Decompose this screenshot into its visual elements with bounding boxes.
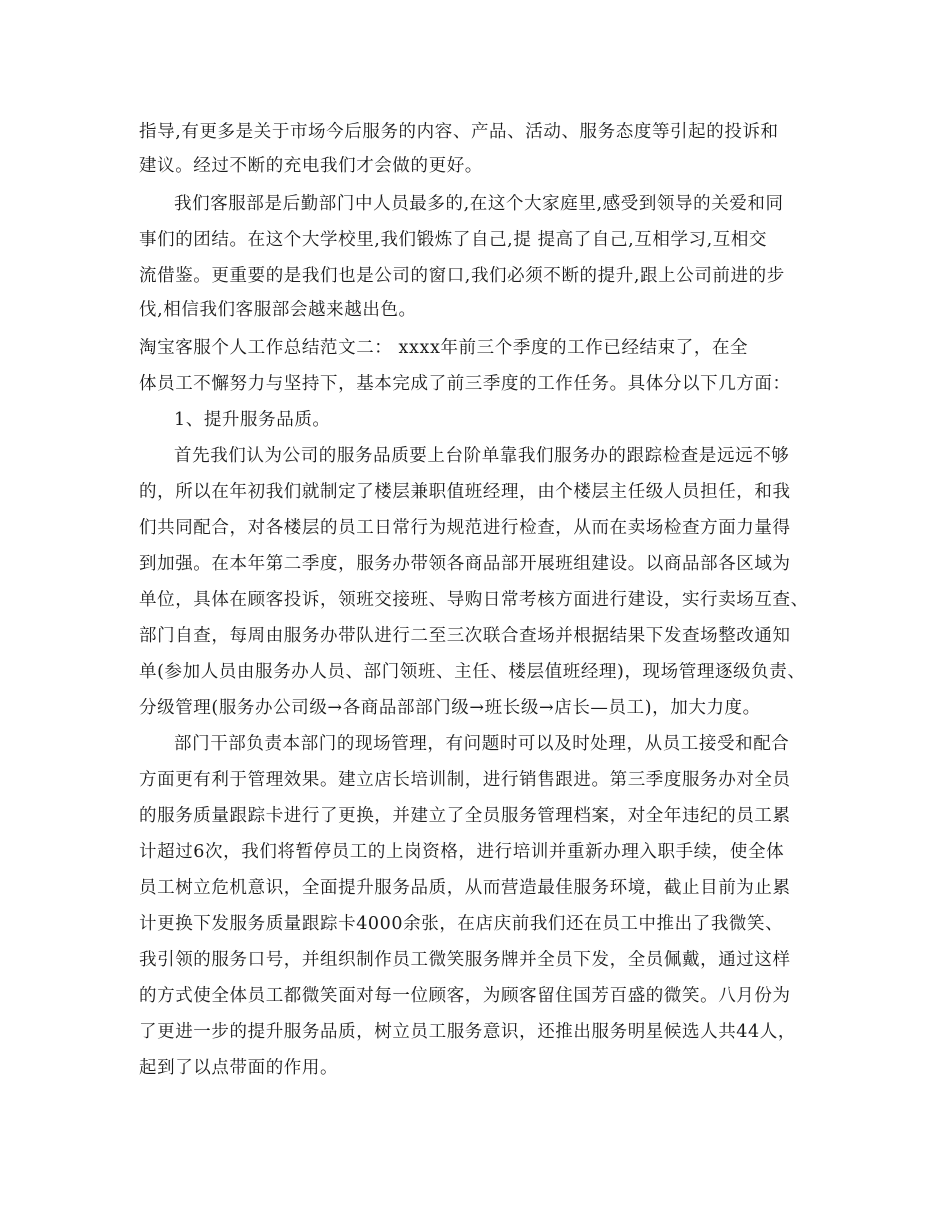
text-line: 我引领的服务口号，并组织制作员工微笑服务牌并全员下发，全员佩戴，通过这样: [139, 950, 791, 970]
text-line: 我们客服部是后勤部门中人员最多的,在这个大家庭里,感受到领导的关爱和同: [174, 194, 784, 214]
text-line: 事们的团结。在这个大学校里,我们锻炼了自己,提 提高了自己,互相学习,互相交: [139, 230, 768, 250]
text-line: 首先我们认为公司的服务品质要上台阶单靠我们服务办的跟踪检查是远远不够: [174, 446, 790, 466]
text-line: 单位，具体在顾客投诉，领班交接班、导购日常考核方面进行建设，实行卖场互查、: [139, 590, 809, 610]
text-line: 指导,有更多是关于市场今后服务的内容、产品、活动、服务态度等引起的投诉和: [139, 122, 779, 142]
numbered-heading: 1、提升服务品质。: [174, 410, 331, 430]
text-line: 起到了以点带面的作用。: [139, 1058, 339, 1078]
text-line: 的服务质量跟踪卡进行了更换，并建立了全员服务管理档案，对全年违纪的员工累: [139, 806, 791, 826]
text-line: 伐,相信我们客服部会越来越出色。: [139, 300, 417, 320]
text-line: 部门自查，每周由服务办带队进行二至三次联合查场并根据结果下发查场整改通知: [139, 626, 791, 646]
text-line: 了更进一步的提升服务品质，树立员工服务意识，还推出服务明星候选人共44人，: [139, 1022, 796, 1042]
text-line: 计超过6次，我们将暂停员工的上岗资格，进行培训并重新办理入职手续，使全体: [139, 842, 785, 862]
text-line: 分级管理(服务办公司级→各商品部部门级→班长级→店长—员工)，加大力度。: [139, 698, 761, 718]
text-line: 体员工不懈努力与坚持下，基本完成了前三季度的工作任务。具体分以下几方面：: [139, 374, 791, 394]
section-heading-line: 淘宝客服个人工作总结范文二： xxxx年前三个季度的工作已经结束了，在全: [139, 338, 749, 358]
text-line: 部门干部负责本部门的现场管理，有问题时可以及时处理，从员工接受和配合: [174, 734, 790, 754]
text-line: 们共同配合，对各楼层的员工日常行为规范进行检查，从而在卖场检查方面力量得: [139, 518, 791, 538]
text-line: 的方式使全体员工都微笑面对每一位顾客，为顾客留住国芳百盛的微笑。八月份为: [139, 986, 791, 1006]
text-line: 员工树立危机意识，全面提升服务品质，从而营造最佳服务环境，截止目前为止累: [139, 878, 791, 898]
text-line: 到加强。在本年第二季度，服务办带领各商品部开展班组建设。以商品部各区域为: [139, 554, 791, 574]
text-line: 的，所以在年初我们就制定了楼层兼职值班经理，由个楼层主任级人员担任，和我: [139, 482, 791, 502]
text-line: 单(参加人员由服务办人员、部门领班、主任、楼层值班经理)，现场管理逐级负责、: [139, 662, 806, 682]
text-line: 建议。经过不断的充电我们才会做的更好。: [139, 156, 483, 176]
text-line: 方面更有利于管理效果。建立店长培训制，进行销售跟进。第三季度服务办对全员: [139, 770, 791, 790]
text-line: 流借鉴。更重要的是我们也是公司的窗口,我们必须不断的提升,跟上公司前进的步: [139, 266, 785, 286]
text-line: 计更换下发服务质量跟踪卡4000余张，在店庆前我们还在员工中推出了我微笑、: [139, 914, 784, 934]
